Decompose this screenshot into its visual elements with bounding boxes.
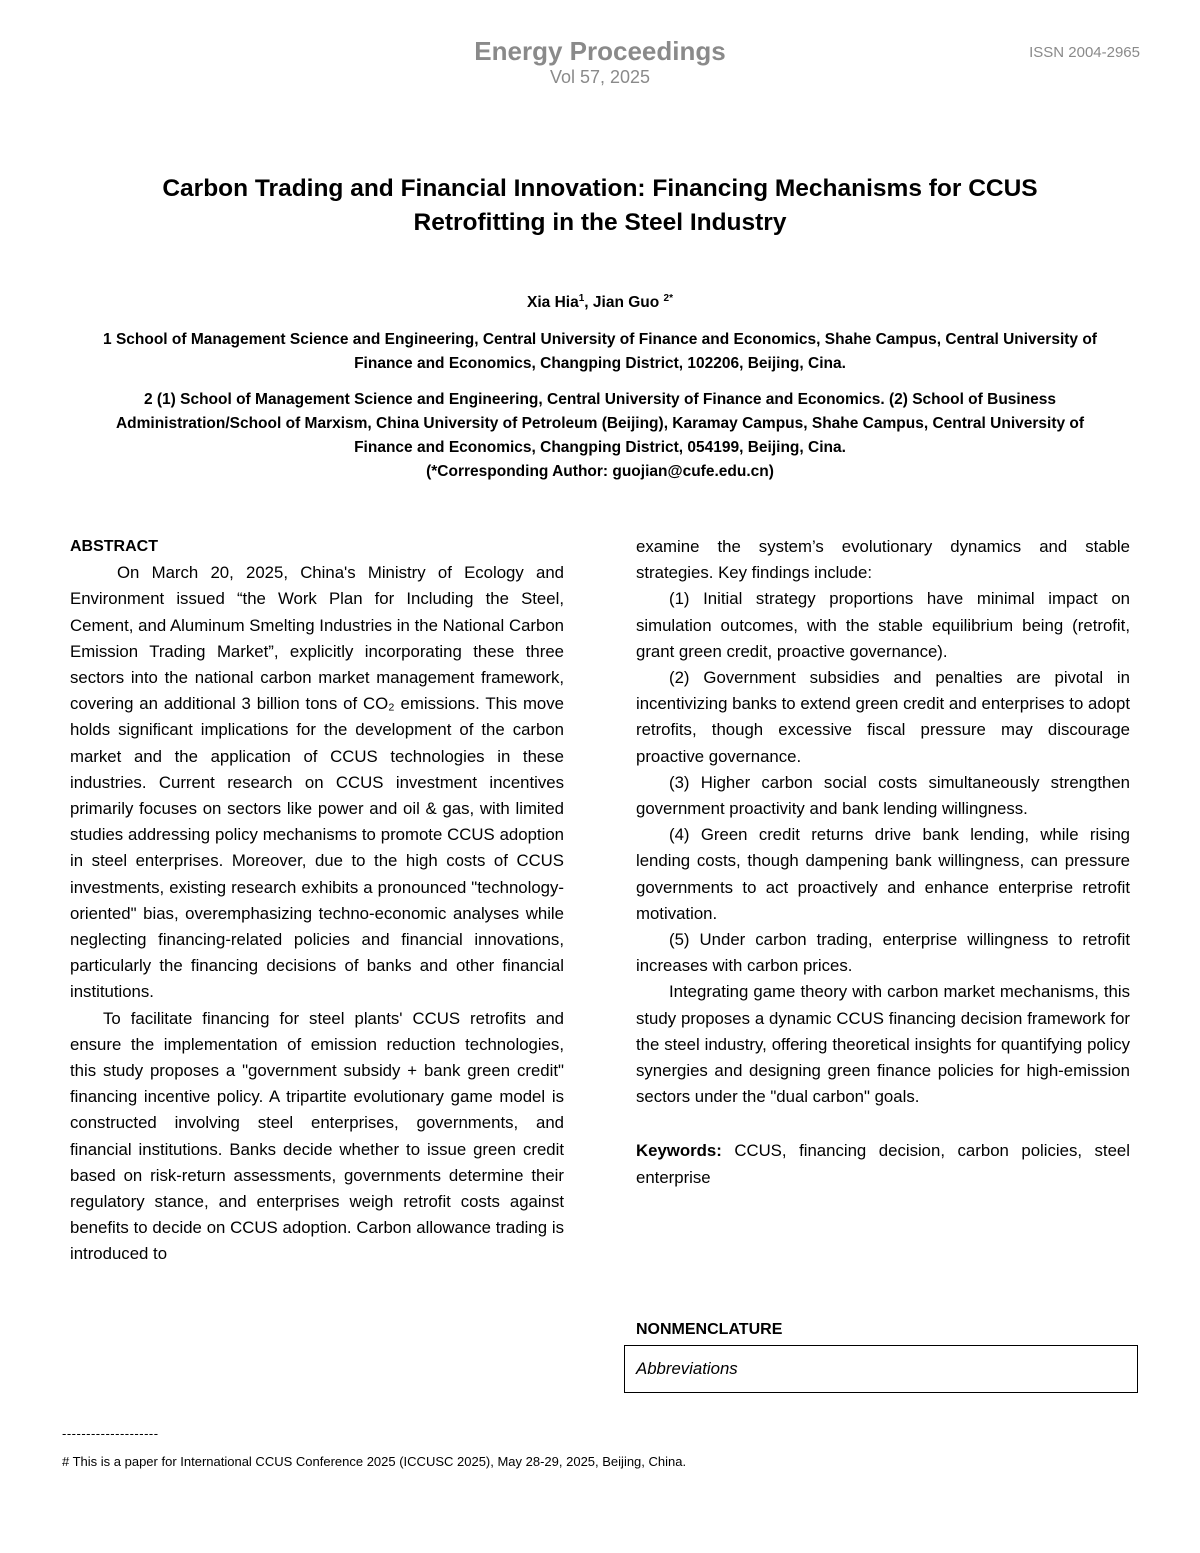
finding-item: (1) Initial strategy proportions have minimal impact on simulation outcomes, with the stable equilibrium being (retrofit, grant green credit, proactive governance).: [636, 589, 1130, 661]
affiliation-line: 1 School of Management Science and Engineering, Central University of Finance and Economics, Shahe Campus, Central University of: [103, 331, 1097, 348]
journal-volume: Vol 57, 2025: [549, 67, 651, 87]
affiliation-line: Administration/School of Marxism, China University of Petroleum (Beijing), Karamay Campus, Shahe Campus, Central University of: [115, 415, 1085, 432]
affiliation-2: [62, 388, 1138, 484]
author-affiliation-mark: 2*: [663, 293, 673, 304]
right-column: [636, 534, 1130, 1191]
corresponding-author: (*Corresponding Author: guojian@cufe.edu.cn): [426, 463, 774, 480]
journal-name: Energy Proceedings: [474, 36, 726, 66]
nomenclature-heading: NONMENCLATURE: [636, 1321, 783, 1338]
left-column: [70, 534, 564, 1268]
keywords-label: Keywords:: [636, 1141, 722, 1161]
paper-title: [80, 172, 1120, 240]
nomenclature-table: [624, 1345, 1138, 1393]
affiliation-1: [62, 328, 1138, 376]
author-separator: ,: [584, 294, 593, 312]
finding-item: (2) Government subsidies and penalties are pivotal in incentivizing banks to extend green credit and enterprises to adopt retrofits, though excessive fiscal pressure may discourage proactive governance.: [636, 668, 1130, 766]
footnote: # This is a paper for International CCUS Conference 2025 (ICCUSC 2025), May 28-29, 2025, Beijing, China.: [62, 1454, 687, 1469]
nomenclature-subheading: Abbreviations: [636, 1359, 738, 1378]
abstract-heading: ABSTRACT: [70, 538, 158, 555]
title-line-1: Carbon Trading and Financial Innovation: Financing Mechanisms for CCUS: [162, 175, 1038, 202]
finding-item: (5) Under carbon trading, enterprise willingness to retrofit increases with carbon prices.: [636, 930, 1130, 976]
author-affiliation-mark: 1: [578, 293, 585, 304]
abstract-paragraph: On March 20, 2025, China's Ministry of Ecology and Environment issued “the Work Plan for Including the Steel, Cement, and Aluminum Smelting Industries in the National Carbon Emission Trading Market”, explicitly incorporating these three sectors into the national carbon market management framework, covering an additional 3 billion tons of CO₂ emissions. This move holds significant implications for the development of the carbon market and the application of CCUS technologies in these industries. Current research on CCUS investment incentives primarily focuses on sectors like power and oil & gas, with limited studies addressing policy mechanisms to promote CCUS adoption in steel enterprises. Moreover, due to the high costs of CCUS investments, existing research exhibits a pronounced "technology-oriented" bias, overemphasizing techno-economic analyses while neglecting financing-related policies and financial innovations, particularly the financing decisions of banks and other financial institutions.: [70, 563, 564, 1002]
abstract-paragraph: To facilitate financing for steel plants' CCUS retrofits and ensure the implementation of emission reduction technologies, this study proposes a "government subsidy + bank green credit" financing incentive policy. A tripartite evolutionary game model is constructed involving steel enterprises, governments, and financial institutions. Banks decide whether to issue green credit based on risk-return assessments, governments determine their regulatory stance, and enterprises weigh retrofit costs against benefits to decide on CCUS adoption. Carbon allowance trading is introduced to: [70, 1008, 564, 1264]
affiliation-line: Finance and Economics, Changping District, 054199, Beijing, Cina.: [354, 439, 846, 456]
author-name: Xia Hia: [527, 294, 579, 312]
keywords-text: CCUS, financing decision, carbon policies, steel enterprise: [636, 1141, 1130, 1187]
author-list: [0, 293, 1200, 312]
finding-item: (4) Green credit returns drive bank lending, while rising lending costs, though dampening bank willingness, can pressure governments to act proactively and enhance enterprise retrofit motivation.: [636, 825, 1130, 923]
journal-header: [0, 36, 1200, 88]
affiliation-line: 2 (1) School of Management Science and Engineering, Central University of Finance and Economics. (2) School of Business: [143, 391, 1057, 408]
issn: ISSN 2004-2965: [1029, 44, 1140, 61]
title-line-2: Retrofitting in the Steel Industry: [413, 209, 787, 236]
abstract-paragraph: Integrating game theory with carbon market mechanisms, this study proposes a dynamic CCUS financing decision framework for the steel industry, offering theoretical insights for quantifying policy synergies and designing green finance policies for high-emission sectors under the "dual carbon" goals.: [636, 982, 1130, 1107]
footnote-separator: --------------------: [62, 1426, 159, 1441]
finding-item: (3) Higher carbon social costs simultaneously strengthen government proactivity and bank lending willingness.: [636, 772, 1130, 819]
abstract-paragraph-continued: examine the system’s evolutionary dynamics and stable strategies. Key findings include:: [636, 537, 1130, 583]
author-name: Jian Guo: [592, 294, 660, 312]
keywords: [636, 1138, 1130, 1190]
affiliation-line: Finance and Economics, Changping District, 102206, Beijing, Cina.: [354, 355, 846, 372]
